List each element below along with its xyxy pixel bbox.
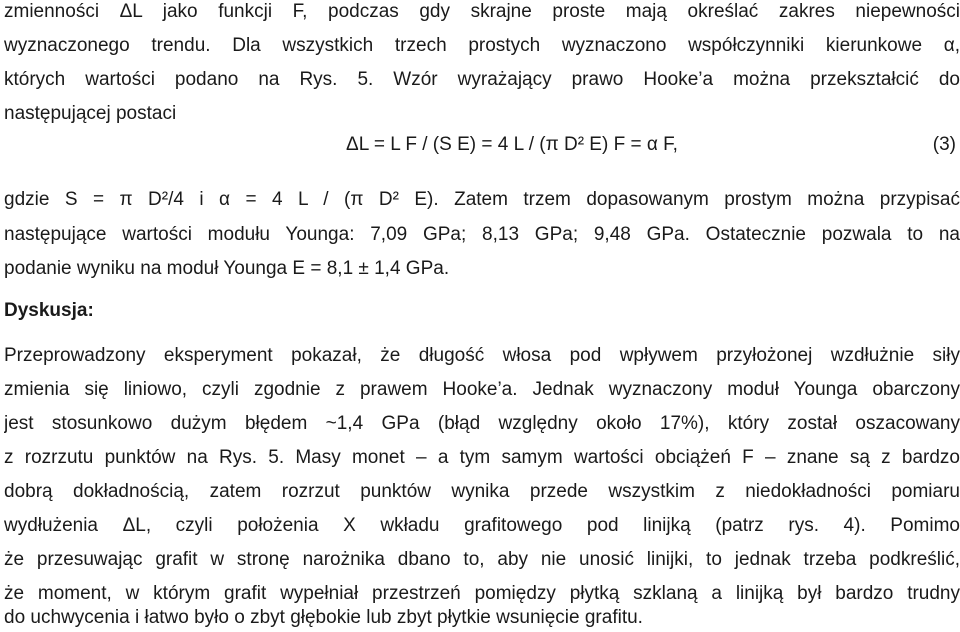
paragraph-line: zmienia się liniowo, czyli zgodnie z prawem Hooke’a. Jednak wyznaczony moduł Younga obarczony	[4, 379, 960, 400]
paragraph-line: z rozrzutu punktów na Rys. 5. Masy monet – a tym samym wartości obciążeń F – znane są z bardzo	[4, 447, 960, 468]
paragraph-line: do uchwycenia i łatwo było o zbyt głębokie lub zbyt płytkie wsunięcie grafitu.	[4, 607, 643, 628]
paragraph-line: dobrą dokładnością, zatem rozrzut punktów wynika przede wszystkim z niedokładności pomiaru	[4, 481, 960, 502]
paragraph-line: Przeprowadzony eksperyment pokazał, że długość włosa pod wpływem przyłożonej wzdłużnie siły	[4, 345, 960, 366]
paragraph-line: jest stosunkowo dużym błędem ~1,4 GPa (błąd względny około 17%), który został oszacowany	[4, 413, 960, 434]
equation-hooke	[0, 132, 960, 158]
paragraph-line: podanie wyniku na moduł Younga E = 8,1 ± 1,4 GPa.	[4, 258, 450, 279]
paragraph-line: że przesuwając grafit w stronę narożnika dbano to, aby nie unosić linijki, to jednak trzeba podkreślić,	[4, 549, 960, 570]
paragraph-line: wyznaczonego trendu. Dla wszystkich trzech prostych wyznaczono współczynniki kierunkowe α,	[4, 35, 960, 56]
paragraph-line: gdzie S = π D²/4 i α = 4 L / (π D² E). Zatem trzem dopasowanym prostym można przypisać	[4, 189, 960, 210]
equation-number: (3)	[932, 134, 956, 155]
section-heading: Dyskusja:	[4, 300, 94, 321]
paragraph-line: których wartości podano na Rys. 5. Wzór wyrażający prawo Hooke’a można przekształcić do	[4, 69, 960, 90]
equation-body: ΔL = L F / (S E) = 4 L / (π D² E) F = α F,	[346, 134, 678, 155]
paragraph-line: zmienności ΔL jako funkcji F, podczas gdy skrajne proste mają określać zakres niepewności	[4, 1, 960, 22]
paragraph-line: następującej postaci	[4, 103, 177, 124]
paragraph-line: wydłużenia ΔL, czyli położenia X wkładu grafitowego pod linijką (patrz rys. 4). Pomimo	[4, 515, 960, 536]
paragraph-line: że moment, w którym grafit wypełniał przestrzeń pomiędzy płytką szklaną a linijką był bardzo trudny	[4, 583, 960, 604]
paragraph-line: następujące wartości modułu Younga: 7,09 GPa; 8,13 GPa; 9,48 GPa. Ostatecznie pozwala to na	[4, 224, 960, 245]
